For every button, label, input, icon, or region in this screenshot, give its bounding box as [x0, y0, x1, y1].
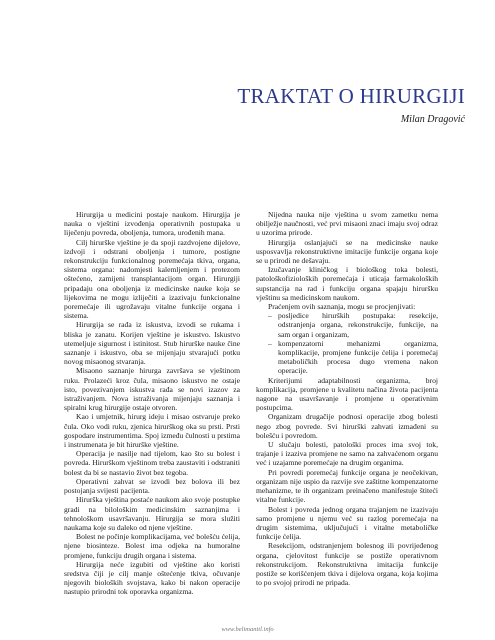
paragraph: Nijedna nauka nije vještina u svom zametku nema obilježje naučnosti, već prvi misaoni znaci imaju svoj odraz u uzorima prirode.: [256, 210, 438, 238]
left-column: [64, 210, 240, 597]
footer-url: www.belimantil.info: [221, 626, 274, 633]
paragraph: Operacija je nasilje nad tijelom, kao što su bolest i povreda. Hirurškom vještinom treba zaustaviti i odstraniti bolest da bi se nastavio život bez tegoba.: [64, 449, 240, 477]
paragraph: Hirurgija oslanjajući se na medicinske nauke usposvavlja rekonstruktivne imitacije funkcije organa koje se u prirodi ne dešavaju.: [256, 237, 438, 266]
author-name: Milan Dragović: [400, 114, 465, 125]
list-item: – kompenzatorni mehanizmi organizma, komplikacije, promjene funkcije ćelija i poremećaj metaboličkih procesa dugo vremena nakon operacije.: [268, 339, 438, 376]
right-column: [256, 210, 438, 587]
paragraph: Bolest i povreda jednog organa trajanjem ne izazivaju samo promjene u njemu već su razlog poremećaja na drugim sistemima, uključujući i vitalne metaboličke funkcije ćelija.: [256, 504, 438, 542]
paragraph: U slučaju bolesti, patološki proces ima svoj tok, trajanje i izaziva promjene ne samo na zahvaćenom organu već i uzajamne poremećaje na drugim organima.: [256, 440, 438, 468]
paragraph: Kao i umjetnik, hirurg ideju i misao ostvaruje preko čula. Oko vodi ruku, zjenica hirurškog oka su prsti. Prsti gospodare instrumentima. Spoj između čulnosti u prstima i instrumenata je bit hirurške vještine.: [64, 412, 240, 450]
paragraph: Kriterijumi adaptabilnosti organizma, broj komplikacija, promjene u kvalitetu načina života pacijenta nagone na usavršavanje i promjene u operativnim postupcima.: [256, 375, 438, 413]
paragraph: Praćenjem ovih saznanja, mogu se procjenjivati:: [268, 302, 416, 312]
paragraph: Hirurška vještina postaće naukom ako svoje postupke gradi na bilološkim medicinskim saznanjima i tehnološkom usavršavanju. Hirurgija se mora služiti naukama koje su daleko od njene vještine.: [64, 495, 240, 532]
paragraph: Resekcijom, odstranjenjem bolesnog ili povrijeđenog organa, cjelovitost funkcije se postiže operativnom rekonstrukcijom. Rekonstruktivna imitacija funkcije postiže se korišćenjem tkiva i dijelova organa, koja kojima to po svojoj prirodi ne pripada.: [256, 541, 438, 588]
paragraph: Hirurgija neće izgubiti od vještine ako koristi sredstva čiji je cilj manje oštećenje tkiva, očuvanje njegovih bioloških svojstava, kako bi nakon operacije nastupio prirodni tok oporavka organizma.: [64, 559, 240, 597]
paragraph: Hirurgija u medicini postaje naukom. Hirurgija je nauka o vještini izvođenja operativnih postupaka u liječenju povreda, oboljenja, tumora, urođenih mana.: [64, 210, 240, 238]
paragraph: Pri povredi poremećaj funkcije organa je neočekivan, organizam nije uspio da razvije sve zaštitne kompenzatorne mehanizme, te ih organizam preinačeno manifestuje štiteći vitalne funkcije.: [256, 467, 438, 505]
paragraph: Izučavanje kliničkog i biološkog toka bolesti, patološkofizioloških poremećaja i uticaja farmakoloških supstancija na rad i funkciju organa spajaju hiruršku vještinu sa medicinskom naukom.: [256, 265, 438, 302]
paragraph: Cilj hirurške vještine je da spoji razdvojene dijelove, izdvoji i odstrani oboljenja i tumore, postigne rekonstrukciju funkcionalnog poremećaja tkiva, organa, sistema organa: nadomjesti kalemljenjem i protezom oštećeno, zamijeni transplantacijom organ. Hirurgiji pripadaju ona oboljenja iz medicinske nauke koja se lijekovima ne mogu izliječiti a izazivaju funkcionalne poremećaje ili ugrožavaju vitalne funkcije organa i sistema.: [64, 237, 240, 321]
paragraph: Bolest ne počinje komplikacijama, već bolešću ćelija, njene biosinteze. Bolest ima odjeka na humoralne promjene, funkciju drugih organa i sistema.: [64, 532, 240, 560]
paragraph: Organizam drugačije podnosi operacije zbog bolesti nego zbog povrede. Svi hirurški zahvati izmađeni su bolešću i povredom.: [256, 412, 438, 440]
article-title: TRAKTAT O HIRURGIJI: [237, 84, 465, 108]
paragraph: Operativni zahvat se izvodi bez bolova ili bez postojanja svijesti pacijenta.: [64, 476, 240, 496]
paragraph: Hirurgija se rađa iz iskustva, izvodi se rukama i bliska je zanatu. Korijen vještine je iskustvo. Iskustvo utemeljuje sigurnost i istinitost. Stub hirurške nauke čine saznanje i iskustvo, oba se mijenjaju stvarajući potku novog misaonog stvaranja.: [64, 320, 240, 367]
bullet-list: [256, 311, 438, 375]
paragraph: Misaono saznanje hirurga završava se vještinom ruku. Prolazeći kroz čula, misaono iskustvo ne ostaje isto, povezivanjem iskustva rađa se novi izazov za istraživanjem. Nova istraživanja mijenjaju saznanja i spiralni krug hirurgije ostaje otvoren.: [64, 366, 240, 413]
list-item: – posljedice hirurških postupaka: resekcije, odstranjenja organa, rekonstrukcije, funkcije, na sam organ i organizam,: [268, 311, 438, 339]
